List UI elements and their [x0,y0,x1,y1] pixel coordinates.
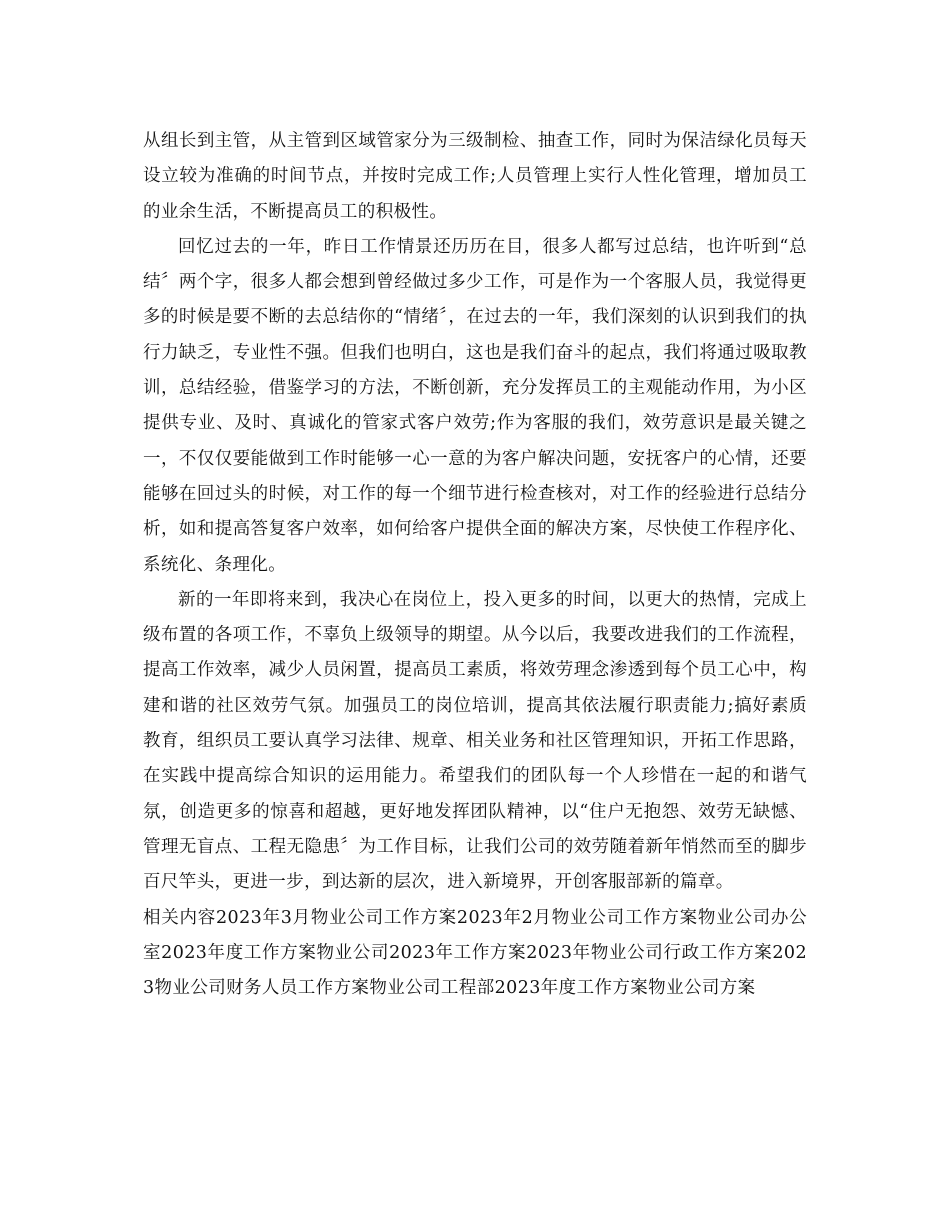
paragraph-review: 回忆过去的一年，昨日工作情景还历历在目，很多人都写过总结，也许听到“总结〞两个字，很多人都会想到曾经做过多少工作，可是作为一个客服人员，我觉得更多的时候是要不断的去总结你的“情绪〞，在过去的一年，我们深刻的认识到我们的执行力缺乏，专业性不强。但我们也明白，这也是我们奋斗的起点，我们将通过吸取教训，总结经验，借鉴学习的方法，不断创新，充分发挥员工的主观能动作用，为小区提供专业、及时、真诚化的管家式客户效劳;作为客服的我们，效劳意识是最关键之一，不仅仅要能做到工作时能够一心一意的为客户解决问题，安抚客户的心情，还要能够在回过头的时候，对工作的每一个细节进行检查核对，对工作的经验进行总结分析，如和提高答复客户效率，如何给客户提供全面的解决方案，尽快使工作程序化、系统化、条理化。 [143,236,807,575]
related-content: 相关内容2023年3月物业公司工作方案2023年2月物业公司工作方案物业公司办公室2023年度工作方案物业公司2023年工作方案2023年物业公司行政工作方案2023物业公司财务人员工作方案物业公司工程部2023年度工作方案物业公司方案 [143,907,807,999]
paragraph-continuation: 从组长到主管，从主管到区域管家分为三级制检、抽查工作，同时为保洁绿化员每天设立较为准确的时间节点，并按时完成工作;人员管理上实行人性化管理，增加员工的业余生活，不断提高员工的积极性。 [143,131,807,222]
paragraph-new-year-plan: 新的一年即将来到，我决心在岗位上，投入更多的时间，以更大的热情，完成上级布置的各项工作，不辜负上级领导的期望。从今以后，我要改进我们的工作流程，提高工作效率，减少人员闲置，提高员工素质，将效劳理念渗透到每个员工心中，构建和谐的社区效劳气氛。加强员工的岗位培训，提高其依法履行职责能力;搞好素质教育，组织员工要认真学习法律、规章、相关业务和社区管理知识，开拓工作思路，在实践中提高综合知识的运用能力。希望我们的团队每一个人珍惜在一起的和谐气氛，创造更多的惊喜和超越，更好地发挥团队精神，以“住户无抱怨、效劳无缺憾、管理无盲点、工程无隐患〞为工作目标，让我们公司的效劳随着新年悄然而至的脚步百尺竿头，更进一步，到达新的层次，进入新境界，开创客服部新的篇章。 [143,589,807,893]
document-body [143,124,807,1006]
